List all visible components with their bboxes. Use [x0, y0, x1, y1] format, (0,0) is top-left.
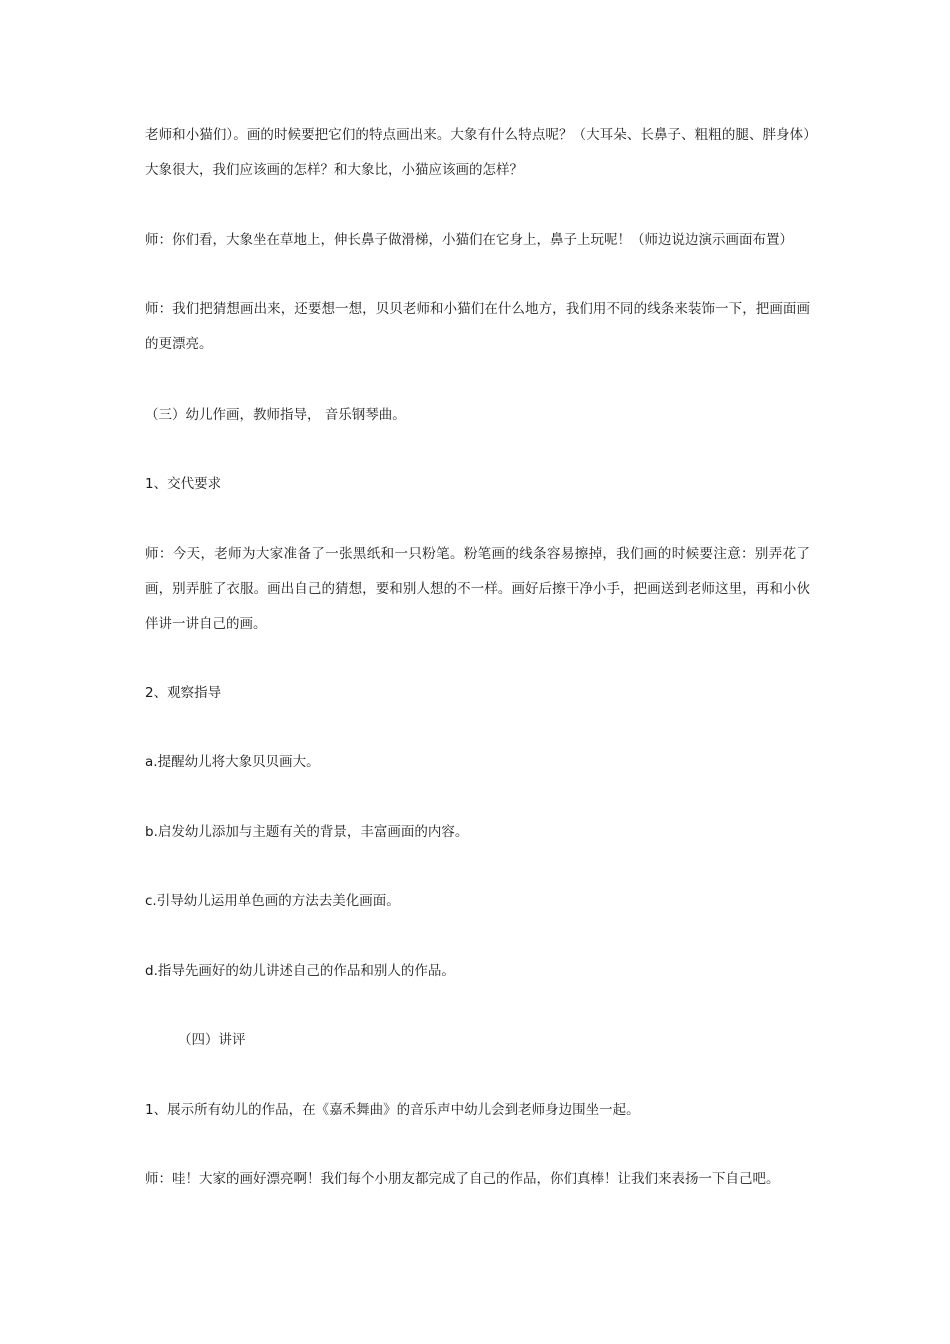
paragraph-elephant-features: 老师和小猫们）。画的时候要把它们的特点画出来。大象有什么特点呢？（大耳朵、长鼻子、粗粗的腿、胖身体）大象很大，我们应该画的怎样？和大象比，小猫应该画的怎样？	[145, 127, 810, 178]
subheading-requirements: 1、交代要求	[145, 476, 222, 492]
paragraph-teacher-draw-guess: 师：我们把猜想画出来，还要想一想，贝贝老师和小猫们在什么地方，我们用不同的线条来装饰一下，把画面画的更漂亮。	[145, 301, 810, 352]
list-item-b: b.启发幼儿添加与主题有关的背景，丰富画面的内容。	[145, 824, 469, 840]
section-heading-four: （四）讲评	[178, 1032, 246, 1048]
list-item-a: a.提醒幼儿将大象贝贝画大。	[145, 754, 320, 770]
paragraph-teacher-praise: 师：哇！大家的画好漂亮啊！我们每个小朋友都完成了自己的作品，你们真棒！让我们来表扬一下自己吧。	[145, 1171, 780, 1187]
section-heading-three: （三）幼儿作画，教师指导， 音乐钢琴曲。	[145, 407, 406, 423]
paragraph-teacher-look: 师：你们看，大象坐在草地上，伸长鼻子做滑梯，小猫们在它身上，鼻子上玩呢！（师边说边演示画面布置）	[145, 232, 793, 248]
list-item-c: c.引导幼儿运用单色画的方法去美化画面。	[145, 893, 400, 909]
subheading-observation: 2、观察指导	[145, 685, 222, 701]
paragraph-display-works: 1、展示所有幼儿的作品，在《嘉禾舞曲》的音乐声中幼儿会到老师身边围坐一起。	[145, 1102, 640, 1118]
list-item-d: d.指导先画好的幼儿讲述自己的作品和别人的作品。	[145, 963, 455, 979]
paragraph-teacher-today: 师：今天，老师为大家准备了一张黑纸和一只粉笔。粉笔画的线条容易擦掉，我们画的时候要注意：别弄花了画，别弄脏了衣服。画出自己的猜想，要和别人想的不一样。画好后擦干净小手，把画送到老师这里，再和小伙伴讲一讲自己的画。	[145, 546, 810, 632]
